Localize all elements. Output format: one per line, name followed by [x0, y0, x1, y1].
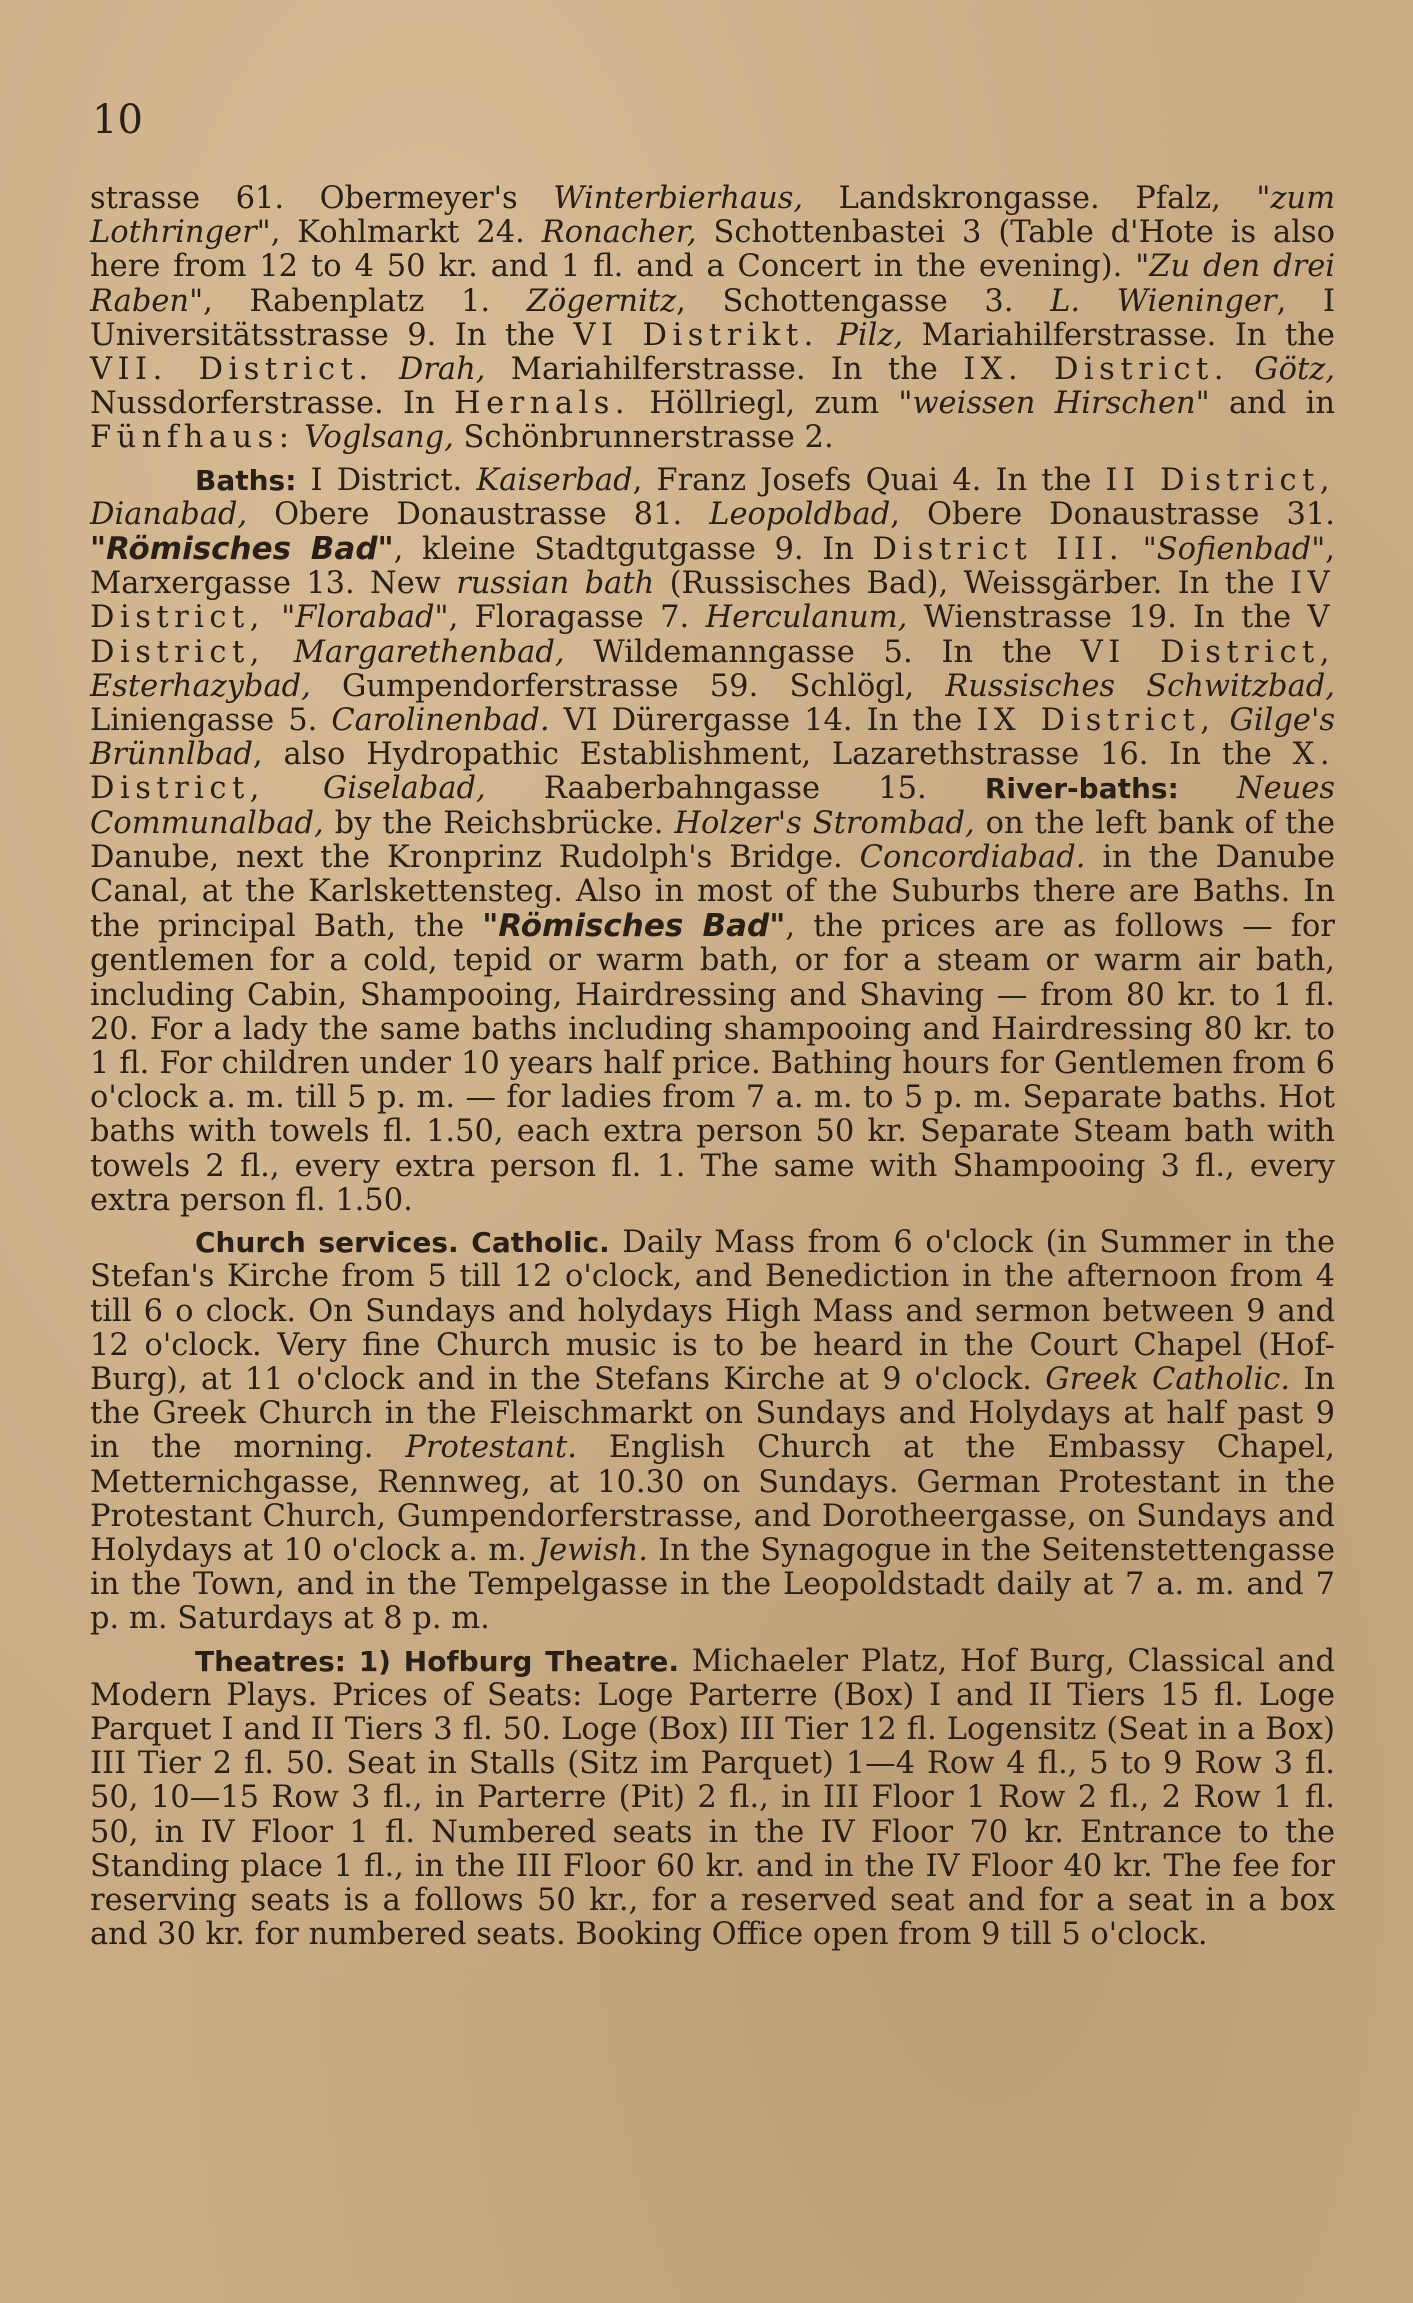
page-number: 10 [92, 97, 143, 143]
paragraph-restaurants: strasse 61. Obermeyer's Winterbierhaus, Landskrongasse. Pfalz, "zum Lothringer", Kohlmarkt 24. Ronacher, Schottenbastei 3 (Table d'Hote is also here from 12 to 4 50 kr. and 1 fl. and a Concert in the evening). "Zu den drei Raben", Rabenplatz 1. Zögernitz, Schottengasse 3. L. Wieninger, I Universitätsstrasse 9. In the VI Distrikt. Pilz, Mariahilferstrasse. In the VII. District. Drah, Mariahilferstrasse. In the IX. District. Götz, Nussdorferstrasse. In Hernals. Höllriegl, zum "weissen Hirschen" and in Fünfhaus: Voglsang, Schönbrunnerstrasse 2. [90, 181, 1336, 456]
paragraph-theatres: Theatres: 1) Hofburg Theatre. Michaeler Platz, Hof Burg, Classical and Modern Plays. Prices of Seats: Loge Parterre (Box) I and II Tiers 15 fl. Loge Parquet I and II Tiers 3 fl. 50. Loge (Box) III Tier 12 fl. Logensitz (Seat in a Box) III Tier 2 fl. 50. Seat in Stalls (Sitz im Parquet) 1—4 Row 4 fl., 5 to 9 Row 3 fl. 50, 10—15 Row 3 fl., in Parterre (Pit) 2 fl., in III Floor 1 Row 2 fl., 2 Row 1 fl. 50, in IV Floor 1 fl. Numbered seats in the IV Floor 70 kr. Entrance to the Standing place 1 fl., in the III Floor 60 kr. and in the IV Floor 40 kr. The fee for reserving seats is a follows 50 kr., for a reserved seat and for a seat in a box and 30 kr. for numbered seats. Booking Office open from 9 till 5 o'clock. [90, 1643, 1335, 1953]
paragraph-church-services: Church services. Catholic. Daily Mass from 6 o'clock (in Summer in the Stefan's Kirche from 5 till 12 o'clock, and Benediction in the afternoon from 4 till 6 o clock. On Sundays and holydays High Mass and sermon between 9 and 12 o'clock. Very fine Church music is to be heard in the Court Chapel (Hof-Burg), at 11 o'clock and in the Stefans Kirche at 9 o'clock. Greek Catholic. In the Greek Church in the Fleischmarkt on Sundays and Holydays at half past 9 in the morning. Protestant. English Church at the Embassy Chapel, Metternichgasse, Rennweg, at 10.30 on Sundays. German Protestant in the Protestant Church, Gumpendorferstrasse, and Dorotheergasse, on Sundays and Holydays at 10 o'clock a. m. Jewish. In the Synagogue in the Seitenstettengasse in the Town, and in the Tempelgasse in the Leopoldstadt daily at 7 a. m. and 7 p. m. Saturdays at 8 p. m. [90, 1225, 1336, 1637]
section-heading-baths: Baths: [195, 463, 297, 497]
paragraph-baths: Baths: I District. Kaiserbad, Franz Josefs Quai 4. In the II District, Dianabad, Obere Donaustrasse 81. Leopoldbad, Obere Donaustrasse 31. "Römisches Bad", kleine Stadtgutgasse 9. In District III. "Sofienbad", Marxergasse 13. New russian bath (Russisches Bad), Weissgärber. In the IV District, "Florabad", Floragasse 7. Herculanum, Wienstrasse 19. In the V District, Margarethenbad, Wildemanngasse 5. In the VI District, Esterhazybad, Gumpendorferstrasse 59. Schlögl, Russisches Schwitzbad, Liniengasse 5. Carolinenbad. VI Dürergasse 14. In the IX District, Gilge's Brünnlbad, also Hydropathic Establishment, Lazarethstrasse 16. In the X. District, Giselabad, Raaberbahngasse 15. River-baths: Neues Communalbad, by the Reichsbrücke. Holzer's Strombad, on the left bank of the Danube, next the Kronprinz Rudolph's Bridge. Concordiabad. in the Danube Canal, at the Karlskettensteg. Also in most of the Suburbs there are Baths. In the principal Bath, the "Römisches Bad", the prices are as follows — for gentlemen for a cold, tepid or warm bath, or for a steam or warm air bath, including Cabin, Shampooing, Hairdressing and Shaving — from 80 kr. to 1 fl. 20. For a lady the same baths including shampooing and Hairdressing 80 kr. to 1 fl. For children under 10 years half price. Bathing hours for Gentlemen from 6 o'clock a. m. till 5 p. m. — for ladies from 7 a. m. to 5 p. m. Separate baths. Hot baths with towels fl. 1.50, each extra person 50 kr. Separate Steam bath with towels 2 fl., every extra person fl. 1. The same with Shampooing 3 fl., every extra person fl. 1.50. [90, 462, 1336, 1218]
section-heading-church: Church services. Catholic. [195, 1226, 610, 1260]
section-heading-river-baths: River-baths: [984, 772, 1179, 806]
subheading-hofburg-theatre: 1) Hofburg Theatre. [358, 1644, 679, 1678]
section-heading-theatres: Theatres: [195, 1644, 346, 1678]
text-column [90, 182, 1335, 1952]
